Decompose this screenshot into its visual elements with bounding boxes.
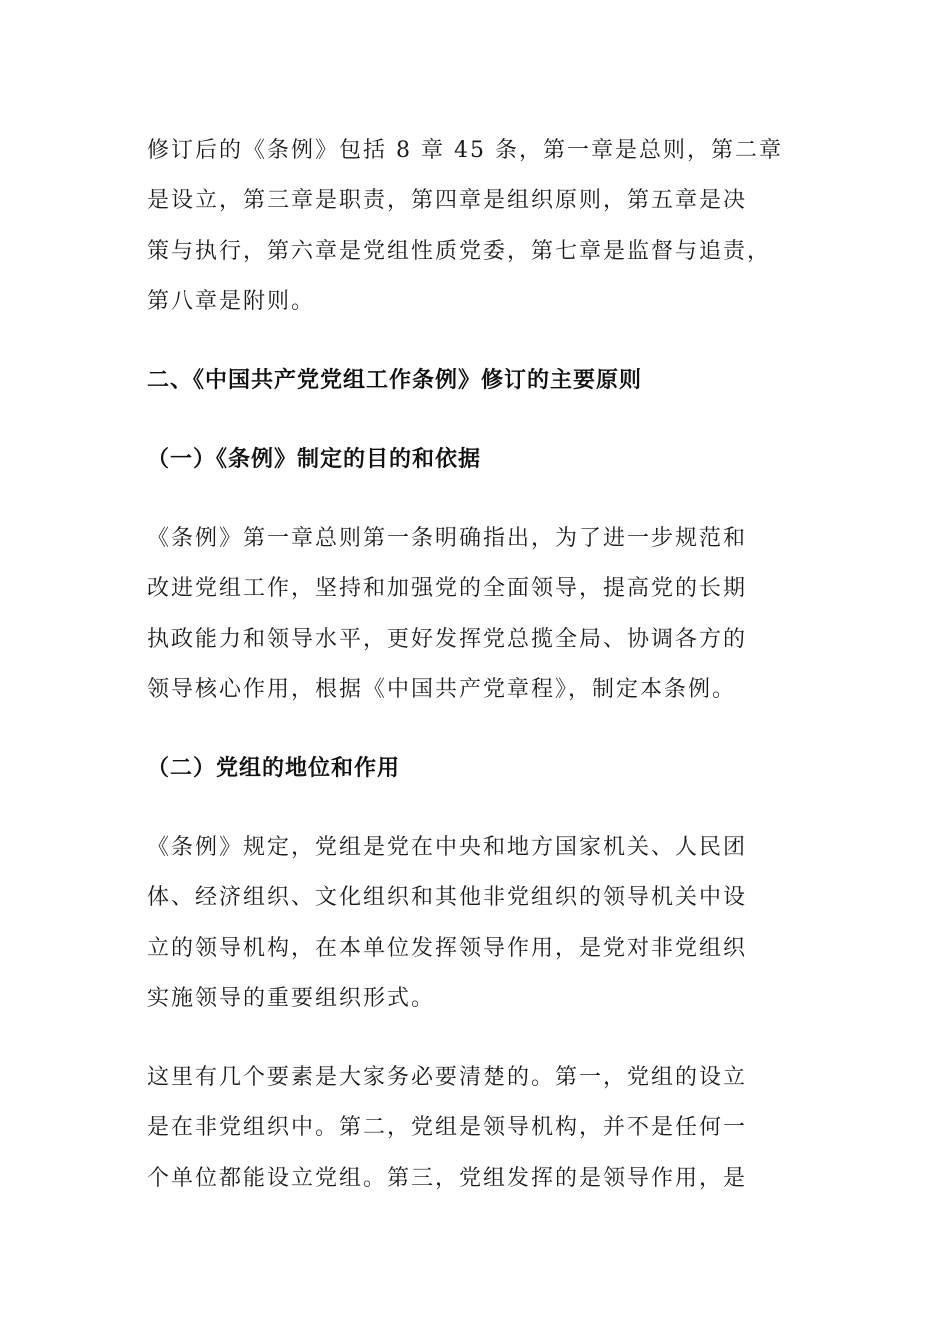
paragraph-4-line-1: 这里有几个要素是大家务必要清楚的。第一，党组的设立 xyxy=(147,1065,748,1090)
paragraph-2-line-1: 《条例》第一章总则第一条明确指出，为了进一步规范和 xyxy=(147,526,748,551)
paragraph-3-line-3: 立的领导机构，在本单位发挥领导作用，是党对非党组织 xyxy=(147,936,748,961)
paragraph-4-line-2: 是在非党组织中。第二，党组是领导机构，并不是任何一 xyxy=(147,1115,748,1140)
paragraph-1-line-3: 策与执行，第六章是党组性质党委，第七章是监督与追责， xyxy=(147,239,772,264)
paragraph-4-line-3: 个单位都能设立党组。第三，党组发挥的是领导作用，是 xyxy=(147,1166,748,1191)
subsection-heading-2: （二）党组的地位和作用 xyxy=(147,756,401,781)
paragraph-2-line-3: 执政能力和领导水平，更好发挥党总揽全局、协调各方的 xyxy=(147,627,748,652)
paragraph-1-line-2: 是设立，第三章是职责，第四章是组织原则，第五章是决 xyxy=(147,188,748,213)
paragraph-3-line-2: 体、经济组织、文化组织和其他非党组织的领导机关中设 xyxy=(147,885,748,910)
paragraph-2-line-2: 改进党组工作，坚持和加强党的全面领导，提高党的长期 xyxy=(147,576,748,601)
paragraph-2-line-4: 领导核心作用，根据《中国共产党章程》，制定本条例。 xyxy=(147,677,737,702)
paragraph-3-line-4: 实施领导的重要组织形式。 xyxy=(147,986,436,1011)
paragraph-1-line-4: 第八章是附则。 xyxy=(147,289,316,314)
paragraph-3-line-1: 《条例》规定，党组是党在中央和地方国家机关、人民团 xyxy=(147,835,748,860)
subsection-heading-1: （一）《条例》制定的目的和依据 xyxy=(147,447,482,472)
paragraph-1-line-1: 修订后的《条例》包括 8 章 45 条，第一章是总则，第二章 xyxy=(147,138,783,163)
section-heading: 二、《中国共产党党组工作条例》修订的主要原则 xyxy=(147,368,643,393)
